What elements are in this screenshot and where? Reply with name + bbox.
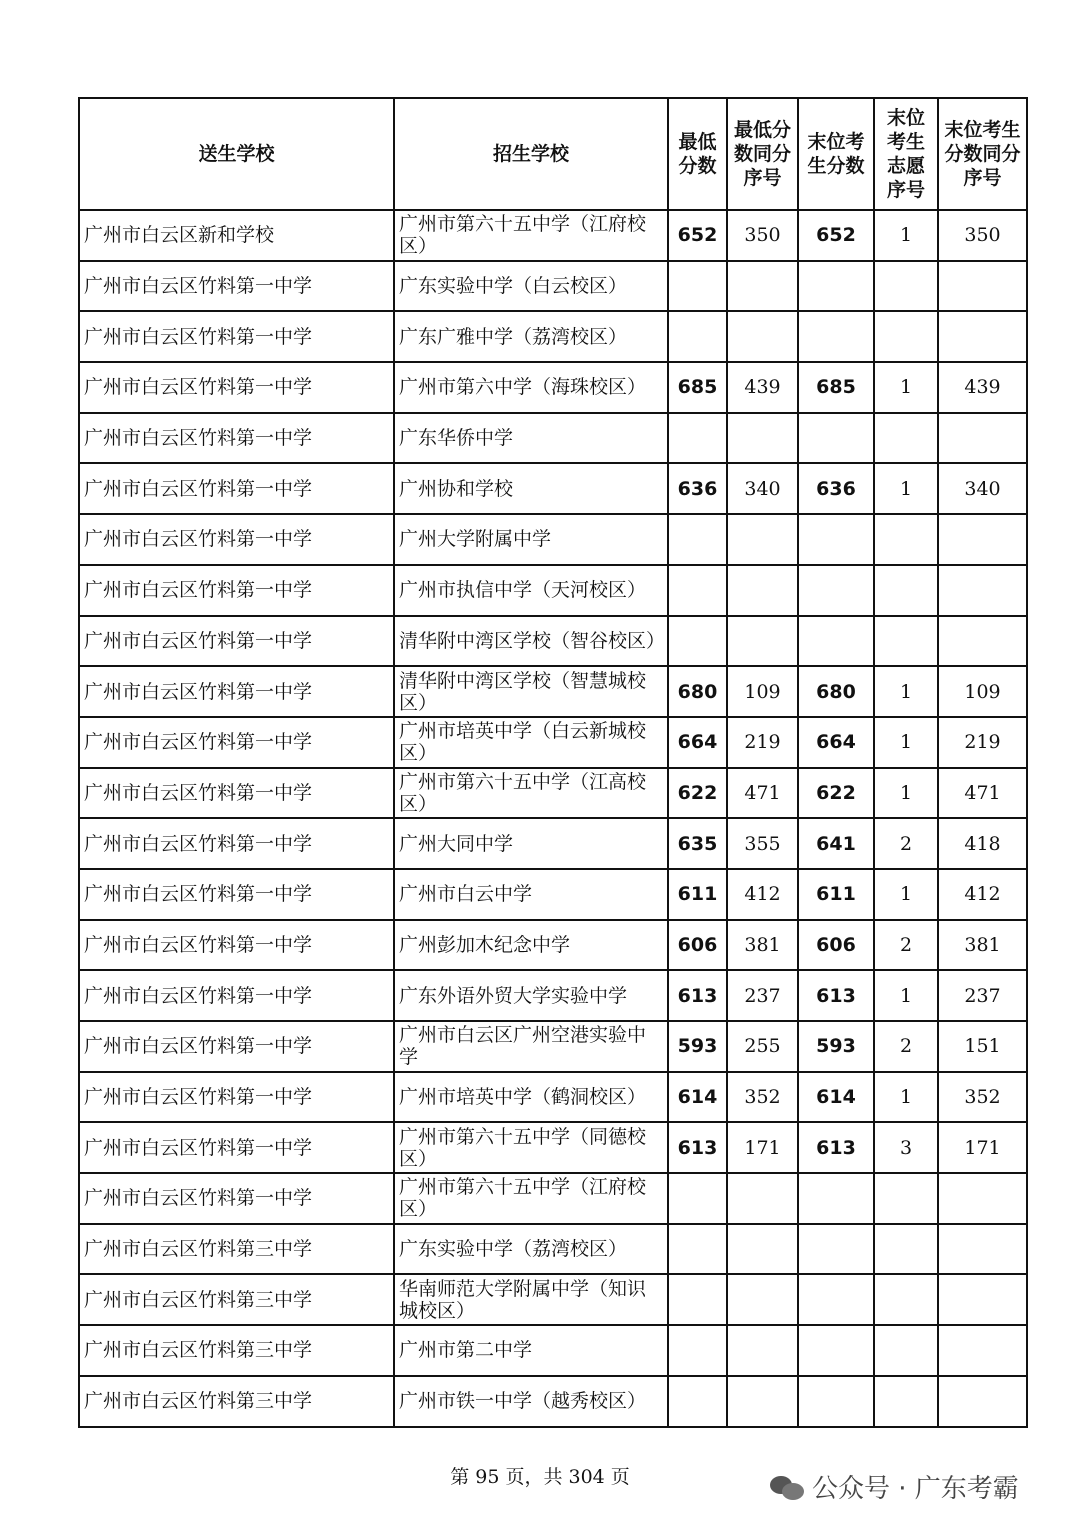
score-cell: 352 [727,1072,798,1123]
score-cell: 237 [938,970,1027,1021]
score-cell: 614 [668,1072,727,1123]
admitting-school-cell: 广州市白云区广州空港实验中学 [394,1021,668,1072]
score-cell: 1 [874,768,938,819]
score-cell: 2 [874,818,938,869]
score-cell: 613 [798,1122,874,1173]
admitting-school-cell: 广东外语外贸大学实验中学 [394,970,668,1021]
sending-school-cell: 广州市白云区竹料第一中学 [79,616,394,667]
score-cell: 171 [727,1122,798,1173]
table-row [79,970,1027,1021]
table-row [79,514,1027,565]
admitting-school-cell: 广州市第六十五中学（江府校区） [394,210,668,261]
admitting-school-cell: 广东实验中学（白云校区） [394,261,668,312]
score-cell [727,1376,798,1427]
score-cell [727,1224,798,1275]
table-row [79,413,1027,464]
score-cell: 2 [874,920,938,971]
score-cell [874,1224,938,1275]
score-cell [668,261,727,312]
score-cell [798,413,874,464]
sending-school-cell: 广州市白云区竹料第三中学 [79,1376,394,1427]
score-cell [938,311,1027,362]
score-cell [727,616,798,667]
admitting-school-cell: 广州市铁一中学（越秀校区） [394,1376,668,1427]
score-cell [668,1173,727,1224]
table-row [79,1122,1027,1173]
score-cell: 340 [727,463,798,514]
score-cell [727,261,798,312]
score-cell: 171 [938,1122,1027,1173]
sending-school-cell: 广州市白云区竹料第一中学 [79,1173,394,1224]
score-cell [798,514,874,565]
sending-school-cell: 广州市白云区竹料第一中学 [79,768,394,819]
score-cell [668,565,727,616]
score-cell [668,616,727,667]
sending-school-cell: 广州市白云区竹料第一中学 [79,1122,394,1173]
score-cell: 606 [668,920,727,971]
score-cell [727,565,798,616]
score-cell [727,514,798,565]
sending-school-cell: 广州市白云区竹料第一中学 [79,1021,394,1072]
score-cell: 606 [798,920,874,971]
table-row [79,1274,1027,1325]
score-cell [874,413,938,464]
score-cell [938,261,1027,312]
score-cell [938,1224,1027,1275]
sending-school-cell: 广州市白云区竹料第一中学 [79,514,394,565]
score-cell [874,514,938,565]
score-cell: 219 [938,717,1027,768]
wechat-icon [770,1474,804,1500]
score-cell: 685 [668,362,727,413]
score-cell: 680 [668,666,727,717]
sending-school-cell: 广州市白云区竹料第一中学 [79,413,394,464]
score-cell: 1 [874,869,938,920]
admitting-school-cell: 广州市第六十五中学（同德校区） [394,1122,668,1173]
score-cell [668,1274,727,1325]
column-header: 送生学校 [79,98,394,210]
score-cell: 1 [874,210,938,261]
score-cell: 355 [727,818,798,869]
score-cell [874,616,938,667]
score-cell [938,565,1027,616]
score-cell: 680 [798,666,874,717]
score-cell [727,1173,798,1224]
column-header: 末位考生分数同分序号 [938,98,1027,210]
score-cell [727,413,798,464]
score-cell [938,413,1027,464]
admitting-school-cell: 清华附中湾区学校（智谷校区） [394,616,668,667]
sending-school-cell: 广州市白云区竹料第一中学 [79,717,394,768]
table-row [79,261,1027,312]
table-row [79,1173,1027,1224]
sending-school-cell: 广州市白云区竹料第一中学 [79,920,394,971]
score-cell: 1 [874,463,938,514]
score-cell: 109 [727,666,798,717]
sending-school-cell: 广州市白云区竹料第一中学 [79,970,394,1021]
score-cell: 255 [727,1021,798,1072]
score-cell: 685 [798,362,874,413]
sending-school-cell: 广州市白云区新和学校 [79,210,394,261]
table-row [79,463,1027,514]
score-cell: 652 [798,210,874,261]
table-row [79,1376,1027,1427]
table-row [79,210,1027,261]
score-cell: 613 [668,1122,727,1173]
score-cell [874,1376,938,1427]
table-row [79,768,1027,819]
score-cell: 593 [798,1021,874,1072]
score-cell: 1 [874,362,938,413]
admitting-school-cell: 广东广雅中学（荔湾校区） [394,311,668,362]
score-cell: 1 [874,717,938,768]
score-cell [874,261,938,312]
admitting-school-cell: 广州市第六十五中学（江府校区） [394,1173,668,1224]
score-cell: 412 [938,869,1027,920]
score-cell: 622 [668,768,727,819]
score-cell: 613 [798,970,874,1021]
score-cell [938,616,1027,667]
sending-school-cell: 广州市白云区竹料第三中学 [79,1224,394,1275]
score-cell [938,1376,1027,1427]
score-cell [798,1173,874,1224]
sending-school-cell: 广州市白云区竹料第一中学 [79,818,394,869]
score-cell: 3 [874,1122,938,1173]
score-cell: 652 [668,210,727,261]
score-cell [798,1224,874,1275]
score-cell: 1 [874,970,938,1021]
score-cell: 611 [798,869,874,920]
score-cell: 412 [727,869,798,920]
admitting-school-cell: 广东华侨中学 [394,413,668,464]
watermark-text: 公众号 · 广东考霸 [812,1474,1019,1504]
table-row [79,565,1027,616]
page-number: 第 95 页，共 304 页 [450,1466,630,1488]
admitting-school-cell: 广州市培英中学（白云新城校区） [394,717,668,768]
score-cell [798,565,874,616]
score-cell [798,261,874,312]
table-row [79,818,1027,869]
sending-school-cell: 广州市白云区竹料第一中学 [79,869,394,920]
admitting-school-cell: 广州协和学校 [394,463,668,514]
table-row [79,311,1027,362]
score-cell: 381 [938,920,1027,971]
score-cell: 350 [727,210,798,261]
score-cell [874,311,938,362]
score-cell: 622 [798,768,874,819]
column-header: 末位考生分数 [798,98,874,210]
table-row [79,869,1027,920]
score-cell: 109 [938,666,1027,717]
score-cell [874,1173,938,1224]
admitting-school-cell: 广州市第六十五中学（江高校区） [394,768,668,819]
score-cell: 219 [727,717,798,768]
watermark [770,1468,1019,1505]
admitting-school-cell: 清华附中湾区学校（智慧城校区） [394,666,668,717]
admission-table [78,97,1028,1428]
admitting-school-cell: 广州大同中学 [394,818,668,869]
score-cell [668,514,727,565]
score-cell [798,1376,874,1427]
score-cell [874,565,938,616]
admitting-school-cell: 广州市第二中学 [394,1325,668,1376]
score-cell: 636 [668,463,727,514]
table-row [79,717,1027,768]
sending-school-cell: 广州市白云区竹料第一中学 [79,311,394,362]
score-cell: 664 [668,717,727,768]
score-cell [727,1325,798,1376]
sending-school-cell: 广州市白云区竹料第一中学 [79,1072,394,1123]
score-cell: 439 [938,362,1027,413]
admitting-school-cell: 广州市执信中学（天河校区） [394,565,668,616]
table-header-row [79,98,1027,210]
sending-school-cell: 广州市白云区竹料第一中学 [79,666,394,717]
admitting-school-cell: 广东实验中学（荔湾校区） [394,1224,668,1275]
score-cell: 471 [938,768,1027,819]
admitting-school-cell: 广州市培英中学（鹤洞校区） [394,1072,668,1123]
sending-school-cell: 广州市白云区竹料第三中学 [79,1325,394,1376]
score-cell [938,1173,1027,1224]
column-header: 招生学校 [394,98,668,210]
score-cell: 439 [727,362,798,413]
score-cell: 2 [874,1021,938,1072]
score-cell: 611 [668,869,727,920]
admitting-school-cell: 广州大学附属中学 [394,514,668,565]
score-cell: 614 [798,1072,874,1123]
score-cell [668,311,727,362]
column-header: 最低分数同分序号 [727,98,798,210]
score-cell: 471 [727,768,798,819]
table-row [79,666,1027,717]
score-cell: 636 [798,463,874,514]
column-header: 最低分数 [668,98,727,210]
score-cell [668,413,727,464]
sending-school-cell: 广州市白云区竹料第三中学 [79,1274,394,1325]
table-row [79,1224,1027,1275]
score-cell [668,1376,727,1427]
sending-school-cell: 广州市白云区竹料第一中学 [79,463,394,514]
table-row [79,1021,1027,1072]
admission-table-container [78,97,1028,1428]
score-cell: 418 [938,818,1027,869]
score-cell: 340 [938,463,1027,514]
score-cell: 635 [668,818,727,869]
score-cell [668,1325,727,1376]
table-row [79,1072,1027,1123]
sending-school-cell: 广州市白云区竹料第一中学 [79,565,394,616]
score-cell: 381 [727,920,798,971]
score-cell [938,1274,1027,1325]
score-cell: 151 [938,1021,1027,1072]
score-cell: 593 [668,1021,727,1072]
sending-school-cell: 广州市白云区竹料第一中学 [79,362,394,413]
score-cell [798,616,874,667]
score-cell [727,311,798,362]
score-cell: 613 [668,970,727,1021]
table-body [79,210,1027,1427]
score-cell [938,514,1027,565]
table-row [79,920,1027,971]
score-cell: 237 [727,970,798,1021]
score-cell [798,1274,874,1325]
admitting-school-cell: 华南师范大学附属中学（知识城校区） [394,1274,668,1325]
score-cell [798,311,874,362]
score-cell: 641 [798,818,874,869]
score-cell [938,1325,1027,1376]
admitting-school-cell: 广州市第六中学（海珠校区） [394,362,668,413]
score-cell [874,1325,938,1376]
sending-school-cell: 广州市白云区竹料第一中学 [79,261,394,312]
score-cell: 1 [874,666,938,717]
score-cell: 664 [798,717,874,768]
score-cell: 350 [938,210,1027,261]
table-row [79,362,1027,413]
score-cell [798,1325,874,1376]
score-cell [874,1274,938,1325]
table-row [79,1325,1027,1376]
admitting-school-cell: 广州市白云中学 [394,869,668,920]
score-cell [727,1274,798,1325]
column-header: 末位考生志愿序号 [874,98,938,210]
admitting-school-cell: 广州彭加木纪念中学 [394,920,668,971]
table-row [79,616,1027,667]
score-cell: 1 [874,1072,938,1123]
score-cell: 352 [938,1072,1027,1123]
score-cell [668,1224,727,1275]
